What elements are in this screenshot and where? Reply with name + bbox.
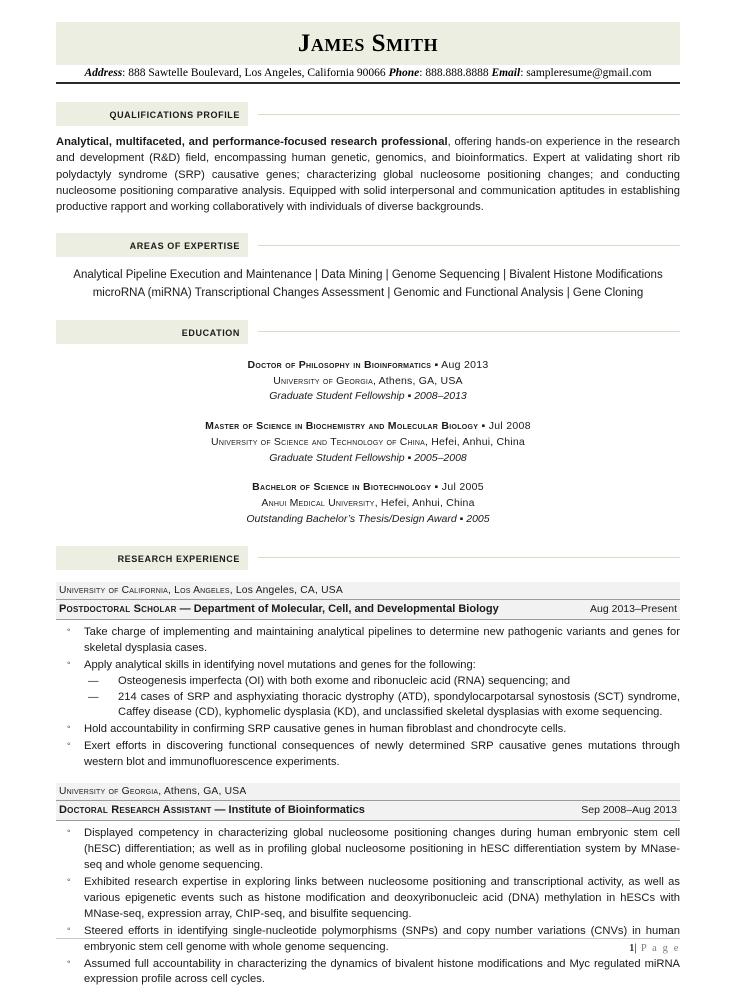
education-school	[56, 435, 680, 451]
job-title	[59, 602, 499, 617]
school-location: , Hefei, Anhui, China	[425, 435, 525, 448]
degree-separator: ▪	[478, 420, 489, 433]
job-bullet-list	[56, 826, 680, 988]
expertise-line-1: Analytical Pipeline Execution and Maintenance | Data Mining | Genome Sequencing | Bivalent Histone Modifications	[73, 269, 663, 282]
section-header-expertise	[56, 233, 680, 257]
job-bullet	[56, 722, 680, 738]
education-degree	[56, 419, 680, 435]
bullet-text: Exhibited research expertise in exploring links between nucleosome positioning and transcriptional activity, as well as various epigenetic events such as histone modification and deoxyribonucleic acid (DNA) methylation in hESCs with MNase-seq, expression array, ChIP-seq, and bisulfite sequencing.	[84, 876, 680, 920]
header-divider	[56, 82, 680, 84]
contact-line	[56, 65, 680, 82]
phone-value: 888.888.8888	[425, 67, 489, 80]
footer-separator: |	[634, 943, 637, 954]
section-rule	[258, 114, 680, 115]
expertise-list	[56, 267, 680, 302]
degree-name: Doctor of Philosophy in Bioinformatics	[247, 358, 432, 371]
degree-date: Jul 2008	[488, 420, 531, 433]
email-value[interactable]: sampleresume@gmail.com	[526, 67, 652, 80]
school-location: , Hefei, Anhui, China	[374, 497, 475, 510]
qualifications-body: , offering hands-on experience in the research and development (R&D) field, encompassing human genetic, genomics, and bioinformatics. Expert at validating short rib polydactyly syndrome (SRP) causative genes; characterizing global nucleosome positioning changes; and conducting nucleosome positioning comparative analysis. Equipped with solid interpersonal and communication aptitudes in establishing productive rapport and working collaboratively with individuals of diverse backgrounds.	[56, 136, 680, 214]
bullet-text: Take charge of implementing and maintaining analytical pipelines to determine new pathogenic variants and genes for skeletal dysplasia cases.	[84, 625, 680, 654]
education-school	[56, 496, 680, 512]
job-sub-bullet-list	[84, 674, 680, 722]
degree-name: Bachelor of Science in Biotechnology	[252, 481, 432, 494]
phone-label: Phone	[388, 67, 420, 80]
job-bullet	[56, 875, 680, 923]
page-footer	[56, 938, 680, 954]
education-honor: Graduate Student Fellowship ▪ 2005–2008	[269, 451, 467, 464]
degree-date: Aug 2013	[441, 358, 489, 371]
education-list	[56, 358, 680, 528]
school-name: University of Science and Technology of China	[211, 435, 426, 448]
name-banner	[56, 22, 680, 65]
footer-page-word: P a g e	[640, 943, 680, 954]
education-degree	[56, 480, 680, 496]
section-label-box	[56, 320, 248, 344]
job-department: — Institute of Bioinformatics	[211, 804, 365, 817]
experience-list	[56, 582, 680, 988]
organization-name: University of California, Los Angeles	[59, 584, 230, 596]
section-label-box	[56, 546, 248, 570]
job-department: — Department of Molecular, Cell, and Developmental Biology	[176, 603, 499, 616]
bullet-text: Apply analytical skills in identifying novel mutations and genes for the following:	[84, 658, 476, 671]
section-label-qualifications: QUALIFICATIONS PROFILE	[109, 110, 240, 121]
section-label-box	[56, 102, 248, 126]
bullet-text: Hold accountability in confirming SRP causative genes in human fibroblast and chondrocyte cells.	[84, 723, 567, 736]
section-header-education	[56, 320, 680, 344]
job-title	[59, 803, 365, 818]
section-header-qualifications	[56, 102, 680, 126]
job-title-row	[56, 800, 680, 821]
qualifications-paragraph	[56, 134, 680, 215]
expertise-line-2: microRNA (miRNA) Transcriptional Changes Assessment | Genomic and Functional Analysis | Gene Cloning	[92, 286, 644, 299]
degree-separator: ▪	[431, 358, 442, 371]
organization-location: , Los Angeles, CA, USA	[229, 584, 343, 596]
education-entry	[56, 419, 680, 466]
job-dates: Aug 2013–Present	[590, 603, 677, 616]
job-dates: Sep 2008–Aug 2013	[581, 804, 677, 817]
section-header-experience	[56, 546, 680, 570]
address-value: 888 Sawtelle Boulevard, Los Angeles, California 90066	[128, 67, 386, 80]
bullet-text: Steered efforts in identifying single-nucleotide polymorphisms (SNPs) and copy number variations (CNVs) in human embryonic stem cell genome with whole genome sequencing.	[84, 924, 680, 953]
job-bullet	[56, 739, 680, 771]
job-sub-bullet: — 214 cases of SRP and asphyxiating thoracic dystrophy (ATD), spondylocarpotarsal synostosis (SCT) syndrome, Caffey disease (CD), kyphomelic dysplasia (KD), and unclassified skeletal dysplasias with exome sequencing.	[84, 690, 680, 722]
candidate-name: James Smith	[297, 30, 439, 57]
footer-page-indicator	[56, 943, 680, 954]
phone-colon: :	[419, 67, 426, 80]
degree-date: Jul 2005	[441, 481, 484, 494]
experience-entry	[56, 783, 680, 988]
school-name: Anhui Medical University	[261, 497, 375, 510]
job-sub-bullet: — Osteogenesis imperfecta (OI) with both exome and ribonucleic acid (RNA) sequencing; and	[84, 674, 680, 690]
qualifications-lead: Analytical, multifaceted, and performance-focused research professional	[56, 136, 448, 149]
job-role: Doctoral Research Assistant	[59, 804, 212, 817]
section-label-education: EDUCATION	[181, 327, 240, 338]
education-honor: Outstanding Bachelor’s Thesis/Design Award ▪ 2005	[246, 512, 490, 525]
job-title-row	[56, 599, 680, 620]
job-organization	[56, 783, 680, 800]
school-name: University of Georgia	[273, 374, 373, 387]
resume-page	[0, 22, 736, 986]
degree-name: Master of Science in Biochemistry and Molecular Biology	[205, 420, 479, 433]
address-label: Address	[84, 67, 123, 80]
bullet-text: Displayed competency in characterizing global nucleosome positioning changes during human embryonic stem cell (hESC) differentiation; as well as in profiling global nucleosome positioning in hESC differentiation system by MNase-seq and whole genome sequencing.	[84, 827, 680, 872]
experience-entry	[56, 582, 680, 771]
education-entry	[56, 480, 680, 527]
section-label-expertise: AREAS OF EXPERTISE	[129, 241, 240, 252]
job-organization	[56, 582, 680, 599]
organization-name: University of Georgia	[59, 786, 159, 798]
email-colon: :	[520, 67, 527, 80]
footer-page-number: 1	[629, 943, 635, 954]
section-rule	[258, 331, 680, 332]
school-location: , Athens, GA, USA	[372, 374, 463, 387]
bullet-text: Assumed full accountability in characterizing the dynamics of bivalent histone modifications and Myc regulated miRNA expression profile across cell cycles.	[84, 957, 680, 986]
job-role: Postdoctoral Scholar	[59, 603, 177, 616]
education-honor: Graduate Student Fellowship ▪ 2008–2013	[269, 390, 467, 403]
bullet-text: Exert efforts in discovering functional consequences of newly determined SRP causative genes mutations through western blot and immunofluorescence experiments.	[84, 740, 680, 769]
job-bullet	[56, 957, 680, 988]
section-rule	[258, 557, 680, 558]
footer-divider	[56, 938, 680, 939]
education-degree	[56, 358, 680, 374]
email-label: Email	[491, 67, 521, 80]
education-entry	[56, 358, 680, 405]
degree-separator: ▪	[431, 481, 442, 494]
section-label-experience: RESEARCH EXPERIENCE	[117, 553, 240, 564]
education-school	[56, 374, 680, 390]
job-bullet	[56, 658, 680, 722]
section-label-box	[56, 233, 248, 257]
job-bullet	[56, 625, 680, 657]
organization-location: , Athens, GA, USA	[158, 786, 247, 798]
section-rule	[258, 245, 680, 246]
job-bullet	[56, 826, 680, 874]
address-colon: :	[122, 67, 129, 80]
job-bullet-list	[56, 625, 680, 771]
